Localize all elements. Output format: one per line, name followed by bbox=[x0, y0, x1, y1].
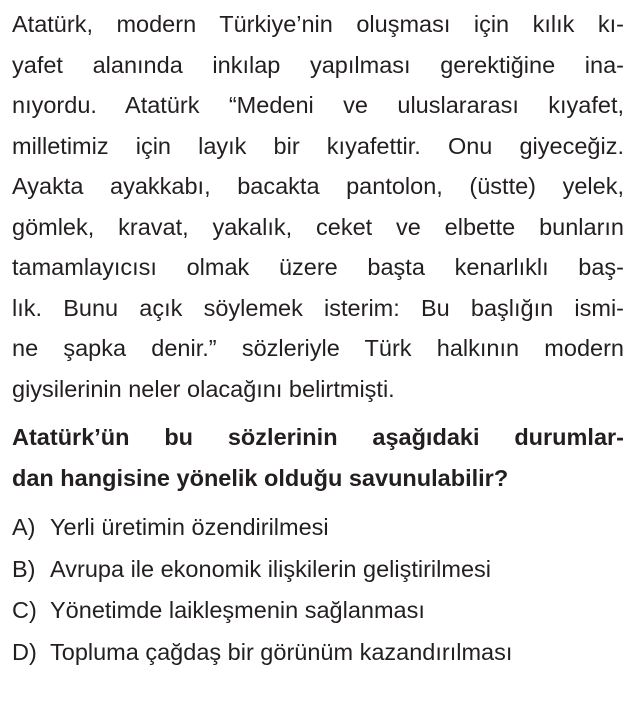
option-b[interactable] bbox=[12, 549, 624, 591]
answer-options bbox=[12, 507, 624, 673]
passage-line: yafet alanında inkılap yapılması gerektiğine ina- bbox=[12, 51, 624, 78]
passage-line: gömlek, kravat, yakalık, ceket ve elbette bunların bbox=[12, 213, 624, 240]
option-c[interactable] bbox=[12, 590, 624, 632]
passage-line: giysilerinin neler olacağını belirtmişti. bbox=[12, 375, 395, 402]
passage-text bbox=[12, 0, 624, 409]
option-text: Yerli üretimin özendirilmesi bbox=[50, 514, 329, 540]
question-page bbox=[12, 0, 624, 673]
option-d[interactable] bbox=[12, 632, 624, 674]
option-letter: A) bbox=[12, 514, 36, 540]
passage-line: milletimiz için layık bir kıyafettir. Onu giyeceğiz. bbox=[12, 132, 624, 159]
option-text: Yönetimde laikleşmenin sağlanması bbox=[50, 597, 425, 623]
option-a[interactable] bbox=[12, 507, 624, 549]
option-letter: B) bbox=[12, 555, 36, 582]
passage-line: Atatürk, modern Türkiye’nin oluşması için kılık kı- bbox=[12, 11, 624, 37]
question-stem bbox=[12, 417, 624, 499]
passage-line: tamamlayıcısı olmak üzere başta kenarlıklı baş- bbox=[12, 254, 624, 280]
option-text: Avrupa ile ekonomik ilişkilerin geliştirilmesi bbox=[50, 555, 491, 582]
option-letter: D) bbox=[12, 638, 37, 665]
passage-line: nıyordu. Atatürk “Medeni ve uluslararası kıyafet, bbox=[12, 92, 624, 118]
option-letter: C) bbox=[12, 597, 37, 623]
passage-line: ne şapka denir.” sözleriyle Türk halkının modern bbox=[12, 335, 624, 361]
passage-line: lık. Bunu açık söylemek isterim: Bu başlığın ismi- bbox=[12, 294, 624, 321]
option-text: Topluma çağdaş bir görünüm kazandırılması bbox=[50, 638, 513, 665]
passage-line: Ayakta ayakkabı, bacakta pantolon, (üstte) yelek, bbox=[12, 173, 624, 199]
question-line: Atatürk’ün bu sözlerinin aşağıdaki durumlar- bbox=[12, 424, 624, 450]
question-line: dan hangisine yönelik olduğu savunulabilir? bbox=[12, 465, 509, 491]
